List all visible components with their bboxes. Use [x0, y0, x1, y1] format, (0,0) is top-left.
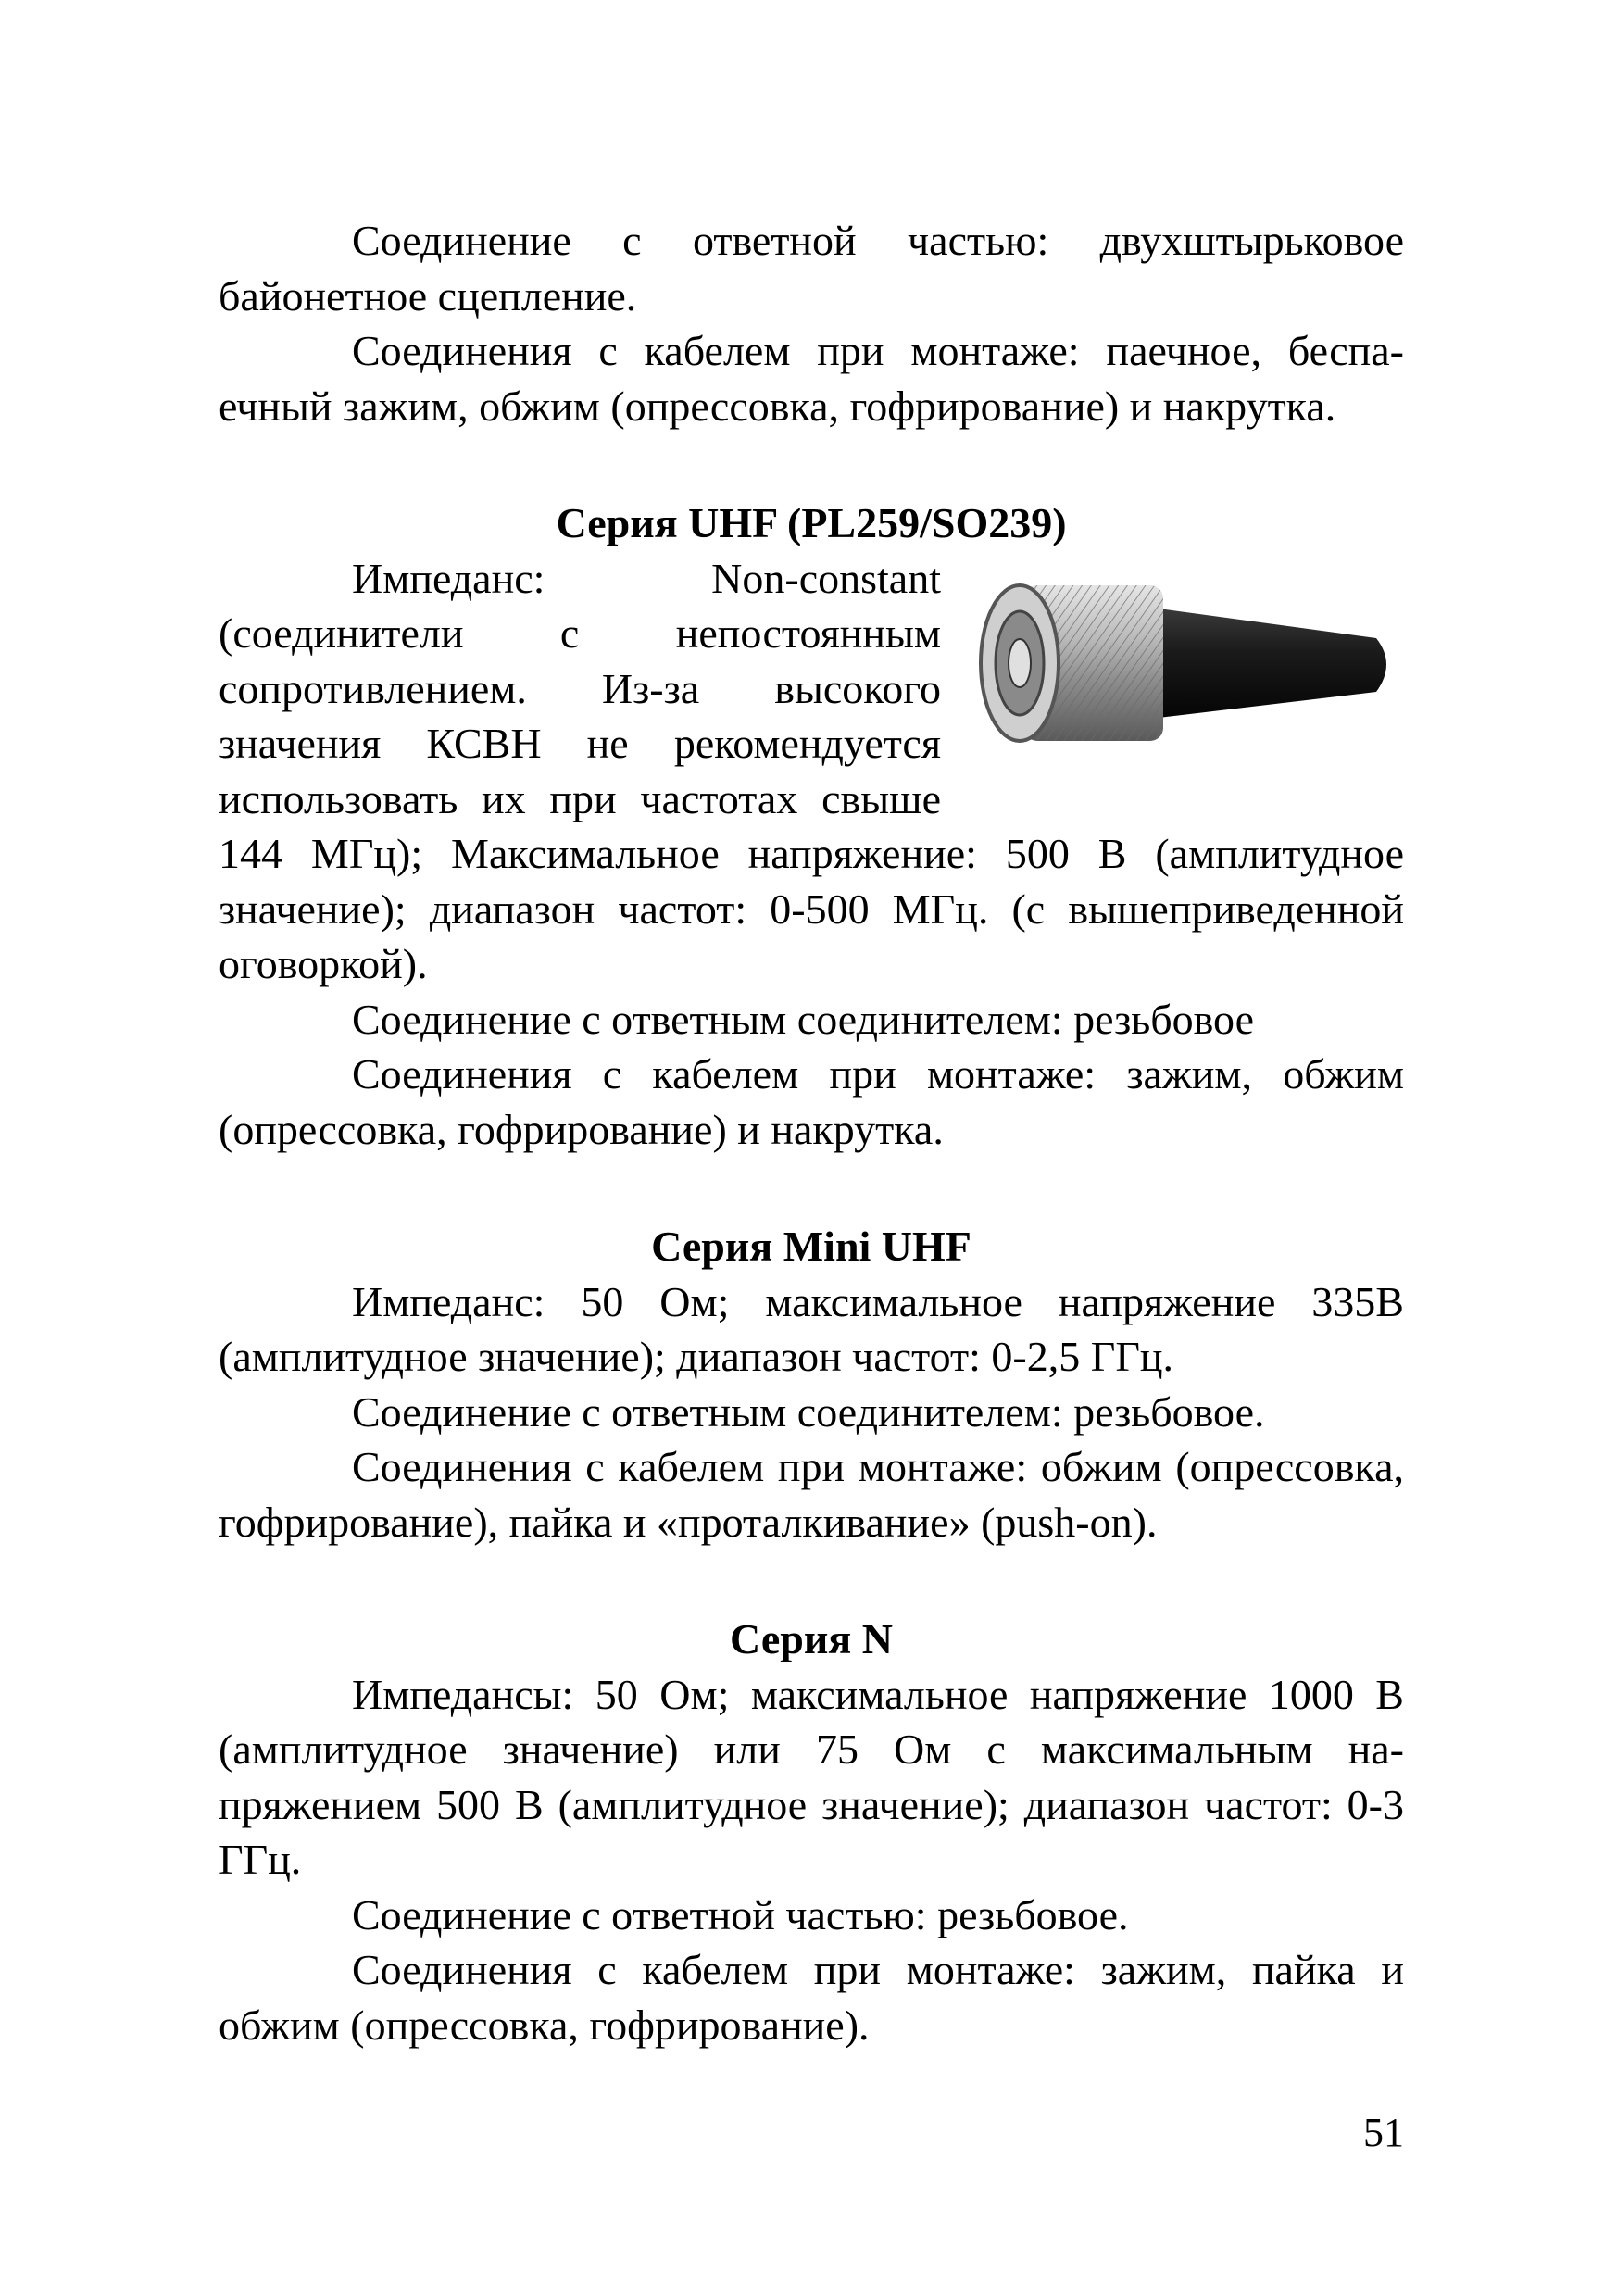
mini-uhf-heading: Серия Mini UHF	[651, 1223, 971, 1270]
uhf-connector-image	[969, 553, 1404, 773]
uhf-paragraph-2: Соединение с ответным соединителем: резьбовое	[352, 995, 1255, 1043]
mini-uhf-paragraph-2: Соединение с ответным соединителем: резьбовое.	[352, 1387, 1265, 1436]
intro-paragraph-2: Соединения с кабелем при монтаже: паечное, беспаечный зажим, обжим (опрессовка, гофрирование) и накрутка.	[219, 327, 1404, 430]
page-body	[219, 213, 1404, 2052]
uhf-paragraph-3: Соединения с кабелем при монтаже: зажим, обжим (опрессовка, гофрирование) и накрутка.	[219, 1050, 1404, 1153]
mini-uhf-paragraph-1: Импеданс: 50 Ом; максимальное напряжение 335В (амплитудное значение); диапазон частот: 0-2,5 ГГц.	[219, 1277, 1404, 1380]
n-series-paragraph-2: Соединение с ответной частью: резьбовое.	[352, 1890, 1129, 1938]
uhf-paragraph-1: Импеданс: Non-constant (соединители с непостоянным сопротивлением. Из-за высокого значения КСВН не рекомендуется использовать их при частотах свыше 144 МГц); Максимальное напряжение: 500 В (амплитудное значение); диапазон частот: 0-500 МГц. (с вышеприведенной оговоркой).	[219, 554, 1404, 987]
n-series-paragraph-1: Импедансы: 50 Ом; максимальное напряжение 1000 В (амплитудное значение) или 75 Ом с максимальным напряжением 500 В (амплитудное значение); диапазон частот: 0-3 ГГц.	[219, 1670, 1404, 1883]
n-series-heading: Серия N	[730, 1615, 893, 1662]
n-series-paragraph-3: Соединения с кабелем при монтаже: зажим, пайка и обжим (опрессовка, гофрирование).	[219, 1946, 1404, 2049]
page-number: 51	[1363, 2110, 1404, 2155]
intro-paragraph-1: Соединение с ответной частью: двухштырьковое байонетное сцепление.	[219, 217, 1404, 320]
mini-uhf-paragraph-3: Соединения с кабелем при монтаже: обжим (опрессовка, гофрирование), пайка и «проталкивание» (push-on).	[219, 1443, 1404, 1546]
uhf-heading: Серия UHF (PL259/SO239)	[556, 499, 1067, 546]
